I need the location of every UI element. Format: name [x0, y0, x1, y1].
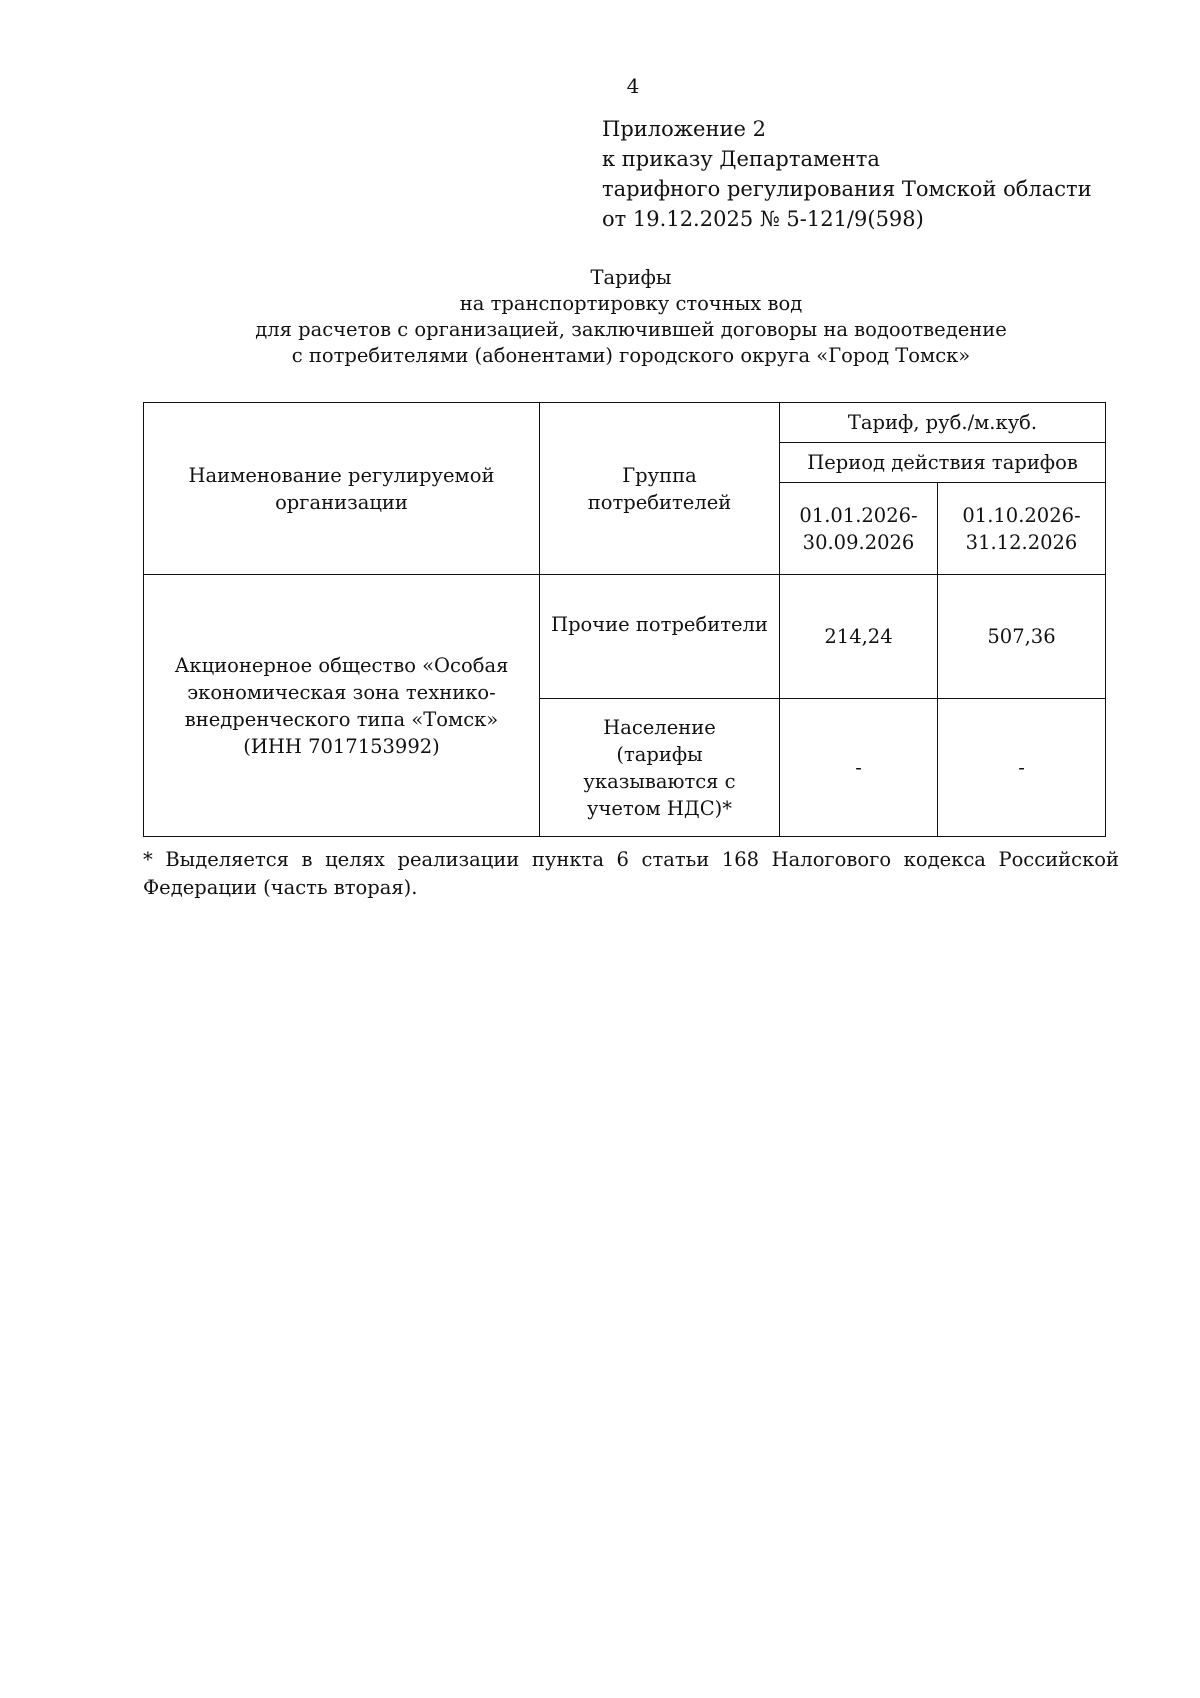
header-group-line-2: потребителей: [587, 490, 732, 514]
org-name-cell: [144, 575, 540, 837]
org-name-line-1: Акционерное общество «Особая: [174, 653, 509, 677]
footnote: * Выделяется в целях реализации пункта 6 статьи 168 Налогового кодекса Российской Федерации (часть вторая).: [143, 848, 1119, 899]
population-line-1: Население: [603, 715, 716, 739]
appendix-line-3: тарифного регулирования Томской области: [602, 177, 1092, 201]
table-header-row: [144, 403, 1106, 443]
header-org-name-line-1: Наименование регулируемой: [188, 463, 495, 487]
title-line-4: с потребителями (абонентами) городского округа «Город Томск»: [291, 344, 971, 367]
org-name-line-2: экономическая зона технико-: [187, 680, 496, 704]
population-line-3: указываются с: [583, 769, 736, 793]
header-period-2-line-1: 01.10.2026-: [962, 503, 1081, 527]
header-period-1-line-1: 01.01.2026-: [799, 503, 918, 527]
header-org-name: [144, 403, 540, 575]
header-org-name-line-2: организации: [275, 490, 408, 514]
tariff-table: [143, 402, 1106, 837]
header-period-1-line-2: 30.09.2026: [802, 530, 915, 554]
tariff-value-period-1: -: [780, 699, 938, 837]
header-consumer-group: [540, 403, 780, 575]
header-group-line-1: Группа: [622, 463, 697, 487]
org-name-line-3: внедренческого типа «Томск»: [184, 707, 499, 731]
consumer-group-other: Прочие потребители: [540, 575, 780, 699]
appendix-reference: [602, 114, 1092, 234]
tariff-value-period-2: -: [938, 699, 1106, 837]
header-period-2: [938, 483, 1106, 575]
title-line-3: для расчетов с организацией, заключившей договоры на водоотведение: [255, 318, 1007, 341]
header-tariff-unit: Тариф, руб./м.куб.: [780, 403, 1106, 443]
document-title: [0, 265, 1200, 369]
population-line-2: (тарифы: [616, 742, 703, 766]
header-period: Период действия тарифов: [780, 443, 1106, 483]
page-number: 4: [626, 74, 640, 98]
org-name-line-4: (ИНН 7017153992): [243, 734, 440, 758]
appendix-line-2: к приказу Департамента: [602, 147, 880, 171]
header-period-1: [780, 483, 938, 575]
table-row: [144, 575, 1106, 699]
appendix-line-1: Приложение 2: [602, 117, 766, 141]
tariff-value-period-2: 507,36: [938, 575, 1106, 699]
header-period-2-line-2: 31.12.2026: [965, 530, 1078, 554]
appendix-line-4: от 19.12.2025 № 5-121/9(598): [602, 207, 924, 231]
title-line-2: на транспортировку сточных вод: [459, 292, 803, 315]
consumer-group-population: [540, 699, 780, 837]
title-line-1: Тарифы: [590, 266, 672, 289]
tariff-value-period-1: 214,24: [780, 575, 938, 699]
population-line-4: учетом НДС)*: [587, 796, 732, 820]
